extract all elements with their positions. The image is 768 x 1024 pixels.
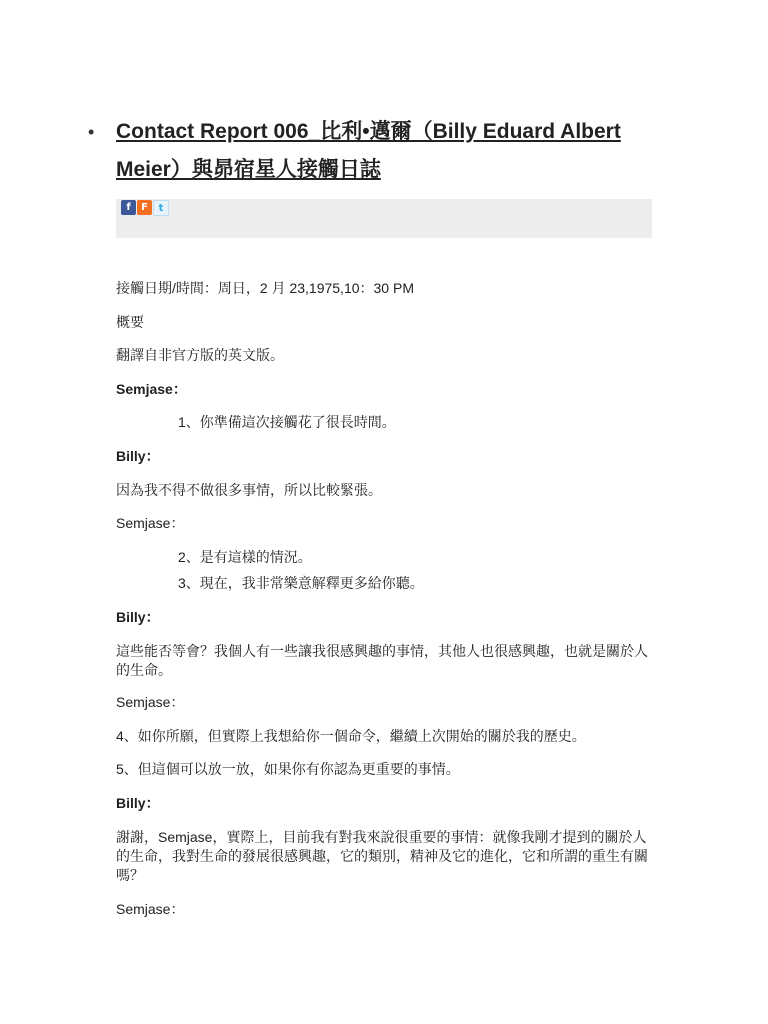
speaker-label: Semjase： [116, 694, 185, 710]
dialogue-line: 因為我不得不做很多事情，所以比較緊張。 [116, 482, 382, 498]
dialogue-line: 1、你準備這次接觸花了很長時間。 [178, 414, 396, 430]
dialogue-line: 4、如你所願，但實際上我想給你一個命令，繼續上次開始的關於我的歷史。 [116, 728, 586, 744]
speaker-label: Semjase： [116, 381, 187, 397]
fark-icon[interactable]: F [137, 200, 152, 215]
twitter-icon[interactable]: t [153, 200, 169, 216]
speaker-label: Billy： [116, 448, 160, 464]
contact-datetime: 接觸日期/時間：周日，2 月 23,1975,10：30 PM [116, 280, 414, 296]
speaker-label: Semjase： [116, 515, 185, 531]
translation-note: 翻譯自非官方版的英文版。 [116, 347, 284, 363]
share-icons [121, 200, 169, 216]
dialogue-line: 5、但這個可以放一放，如果你有你認為更重要的事情。 [116, 761, 460, 777]
summary-heading: 概要 [116, 314, 144, 330]
dialogue-line: 2、是有這樣的情況。 [178, 549, 312, 565]
article-title-link[interactable]: Contact Report 006_比利•邁爾（Billy Eduard Albert Meier）與昴宿星人接觸日誌 [116, 120, 621, 181]
dialogue-line: 謝謝，Semjase，實際上，目前我有對我來說很重要的事情：就像我剛才提到的關於人的生命，我對生命的發展很感興趣，它的類別，精神及它的進化，它和所謂的重生有關嗎？ [116, 829, 648, 883]
speaker-label: Semjase： [116, 901, 185, 917]
dialogue-line: 3、現在，我非常樂意解釋更多給你聽。 [178, 575, 424, 591]
list-bullet: • [88, 122, 95, 142]
speaker-label: Billy： [116, 609, 160, 625]
dialogue-line: 這些能否等會？我個人有一些讓我很感興趣的事情，其他人也很感興趣，也就是關於人的生命。 [116, 643, 648, 678]
share-bar [116, 199, 652, 238]
facebook-icon[interactable]: f [121, 200, 136, 215]
speaker-label: Billy： [116, 795, 160, 811]
